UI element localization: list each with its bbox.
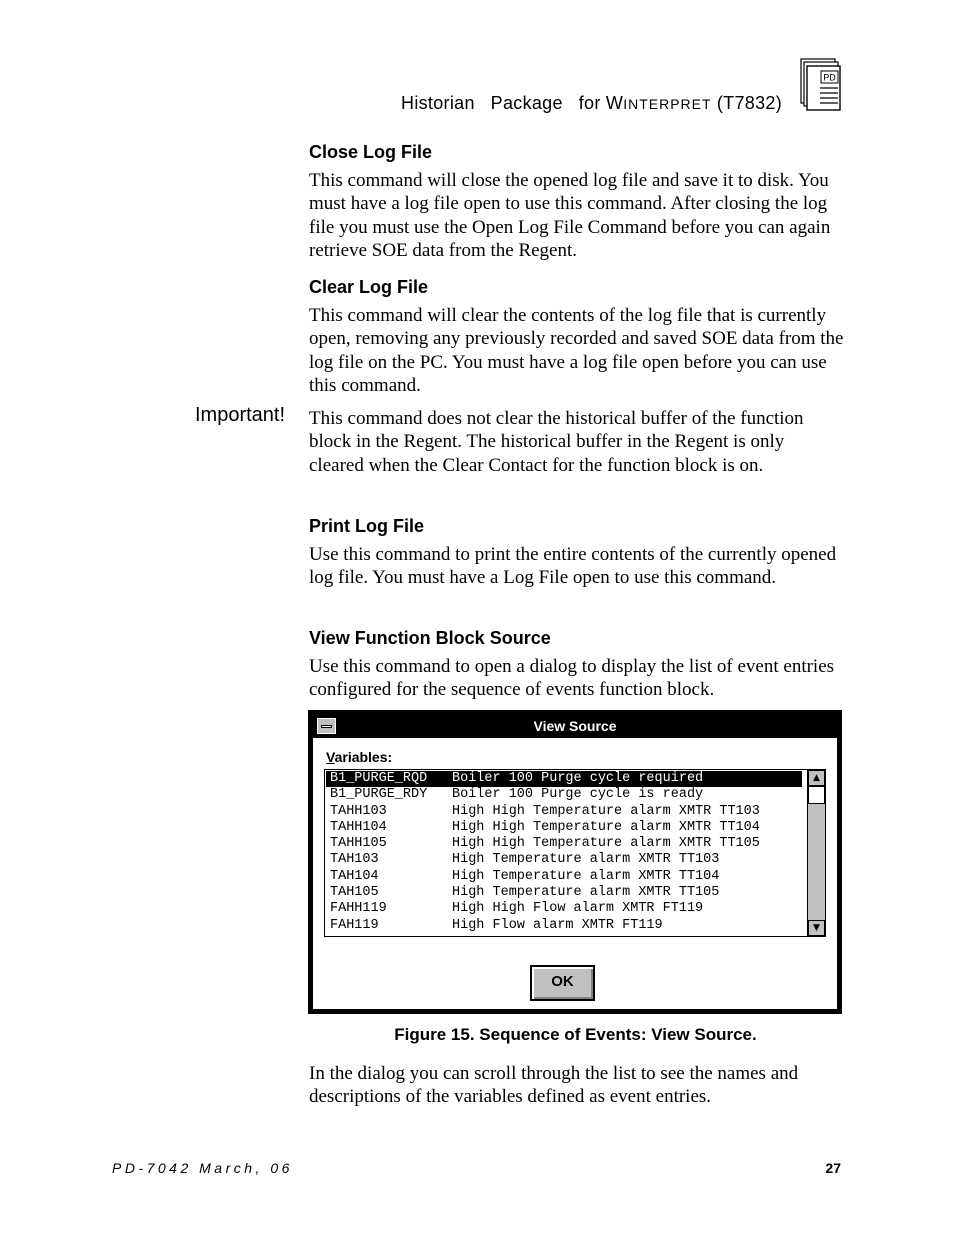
list-item[interactable] <box>326 869 802 885</box>
variables-label <box>326 749 392 765</box>
list-item-description: High Temperature alarm XMTR TT103 <box>452 852 720 868</box>
variables-list <box>326 771 802 934</box>
footer-doc-id: PD-7042 March, 06 <box>112 1160 293 1176</box>
dialog-title: View Source <box>533 718 617 734</box>
list-item-name: TAHH104 <box>330 819 387 835</box>
list-item-description: High High Temperature alarm XMTR TT104 <box>452 819 760 835</box>
list-item-name: B1_PURGE_RDY <box>330 787 428 803</box>
list-item-name: TAHH103 <box>330 803 387 819</box>
list-item[interactable] <box>326 836 802 852</box>
heading-view-function-block-source: View Function Block Source <box>309 628 551 648</box>
list-item-name: TAH103 <box>330 852 379 868</box>
list-item-description: High High Temperature alarm XMTR TT103 <box>452 803 760 819</box>
ok-button[interactable]: OK <box>530 965 595 1001</box>
view-source-dialog <box>308 710 842 1014</box>
header-title-prefix: Historian Package for W <box>401 93 624 113</box>
variables-listbox[interactable] <box>324 769 826 937</box>
list-item-name: TAHH105 <box>330 836 387 852</box>
paragraph-important: This command does not clear the historical buffer of the function block in the Regent. The historical buffer in the Regent is only cleared when the Clear Contact for the function block is on. <box>309 408 804 476</box>
list-item[interactable] <box>326 918 802 934</box>
list-item[interactable] <box>326 804 802 820</box>
list-item-description: High Temperature alarm XMTR TT104 <box>452 868 720 884</box>
paragraph-print-log-file: Use this command to print the entire contents of the currently opened log file. You must have a Log File open to use this command. <box>309 544 837 589</box>
list-item[interactable] <box>326 901 802 917</box>
dialog-client-area <box>313 715 837 1009</box>
header-title-suffix: (T7832) <box>711 93 782 113</box>
heading-clear-log-file: Clear Log File <box>309 277 429 297</box>
list-item[interactable] <box>326 885 802 901</box>
scroll-up-arrow-icon[interactable]: ▲ <box>808 770 825 786</box>
list-item-description: High Temperature alarm XMTR TT105 <box>452 885 720 901</box>
pd-document-icon <box>800 58 842 112</box>
list-item[interactable] <box>326 771 802 787</box>
list-item-name: TAH104 <box>330 868 379 884</box>
list-item-description: Boiler 100 Purge cycle is ready <box>452 787 704 803</box>
list-item-description: Boiler 100 Purge cycle required <box>452 771 704 786</box>
paragraph-view-function-block-source: Use this command to open a dialog to display the list of event entries configured for the sequence of events function block. <box>309 656 835 701</box>
header-title-smallcaps: INTERPRET <box>623 96 712 112</box>
paragraph-closing: In the dialog you can scroll through the list to see the names and descriptions of the variables defined as event entries. <box>309 1063 799 1108</box>
list-item-name: TAH105 <box>330 885 379 901</box>
list-item[interactable] <box>326 820 802 836</box>
list-item-description: High High Flow alarm XMTR FT119 <box>452 901 704 917</box>
paragraph-clear-log-file: This command will clear the contents of the log file that is currently open, removing any previously recorded and saved SOE data from the log file on the PC. You must have a log file open before you can use this command. <box>309 305 844 396</box>
heading-close-log-file: Close Log File <box>309 142 433 162</box>
heading-print-log-file: Print Log File <box>309 516 424 536</box>
list-item[interactable] <box>326 852 802 868</box>
running-header <box>401 93 782 114</box>
variables-label-text: ariables: <box>334 749 393 765</box>
list-item-description: High Flow alarm XMTR FT119 <box>452 917 663 933</box>
dialog-titlebar[interactable] <box>313 715 837 738</box>
list-item-name: FAHH119 <box>330 901 387 917</box>
important-label: Important! <box>195 404 286 426</box>
list-item-description: High High Temperature alarm XMTR TT105 <box>452 836 760 852</box>
paragraph-close-log-file: This command will close the opened log file and save it to disk. You must have a log file open to use this command. After closing the log file you must use the Open Log File Command before you can again retrieve SOE data from the Regent. <box>309 170 831 261</box>
scroll-down-arrow-icon[interactable]: ▼ <box>808 920 825 936</box>
list-item-name: FAH119 <box>330 917 379 933</box>
figure-caption: Figure 15. Sequence of Events: View Source. <box>394 1025 757 1044</box>
pd-icon-label: PD <box>823 72 836 83</box>
footer-page-number: 27 <box>825 1160 841 1176</box>
list-item-name: B1_PURGE_RQD <box>330 771 428 786</box>
list-item[interactable] <box>326 787 802 803</box>
listbox-scrollbar[interactable] <box>807 770 825 936</box>
variables-label-mnemonic: V <box>326 749 335 765</box>
scroll-thumb[interactable] <box>808 786 825 804</box>
